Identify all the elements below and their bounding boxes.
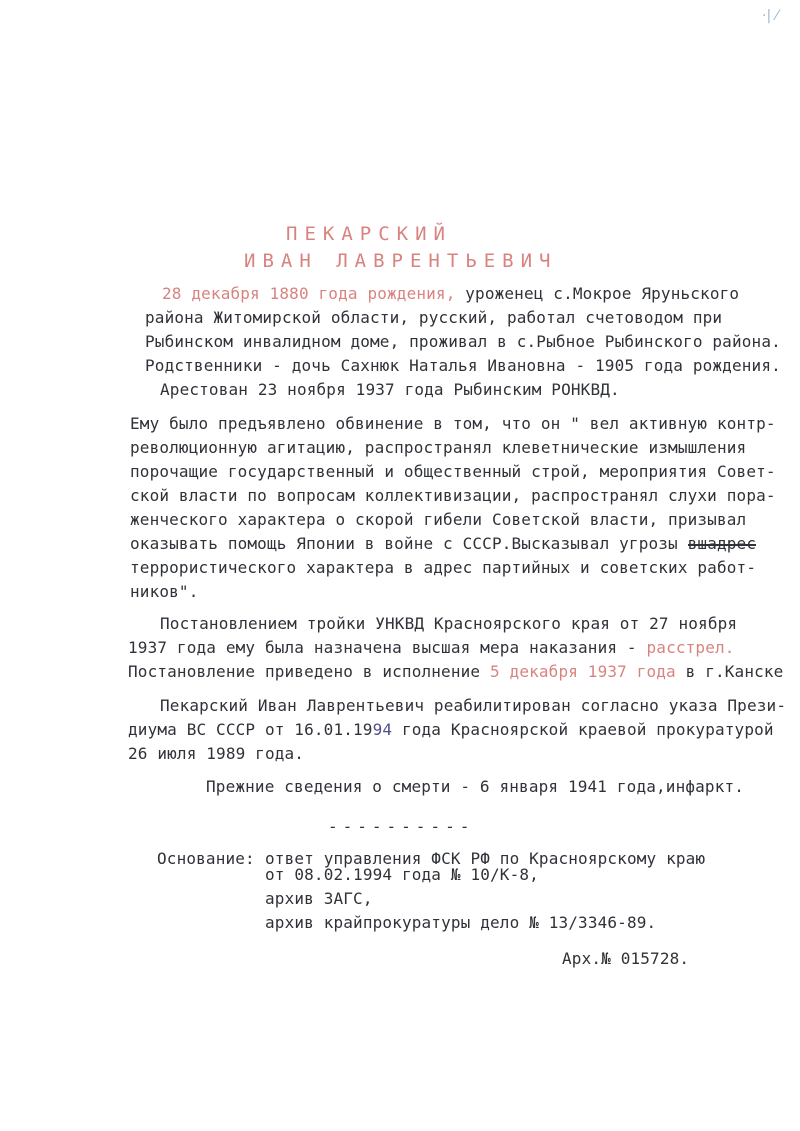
title-surname: ПЕКАРСКИЙ — [286, 223, 452, 245]
birthplace: уроженец с.Мокрое Яруньского — [455, 284, 740, 303]
overwritten-digits: 94 — [372, 720, 393, 739]
separator: ---------- — [328, 817, 475, 836]
corner-mark: ·| ⁄ — [762, 8, 778, 24]
basis-line-4: архив крайпрокуратуры дело № 13/3346-89. — [265, 913, 657, 932]
basis-line-2: от 08.02.1994 года № 10/К-8, — [265, 865, 539, 884]
charge-line-2: революционную агитацию, распространял клеветнические измышления — [130, 438, 747, 457]
charge-line-4: ской власти по вопросам коллективизации, распространял слухи пора- — [130, 486, 776, 505]
rehab-line-2 — [128, 719, 774, 741]
charge-line-6 — [130, 533, 756, 555]
charge-line-1: Ему было предъявлено обвинение в том, что он " вел активную контр- — [130, 414, 776, 433]
rehab-line-3: 26 июля 1989 года. — [128, 744, 305, 763]
bio-line-2: района Житомирской области, русский, работал счетоводом при — [145, 308, 723, 327]
struck-word: вшадрес — [687, 534, 757, 553]
charge-line-7: террористического характера в адрес партийных и советских работ- — [130, 558, 757, 577]
sentence-line-3 — [128, 661, 783, 683]
bio-line-5: Арестован 23 ноября 1937 года Рыбинским РОНКВД. — [160, 380, 620, 399]
basis-line-3: архив ЗАГС, — [265, 889, 373, 908]
bio-line-1 — [162, 283, 739, 305]
sentence-verdict: расстрел. — [646, 638, 735, 657]
title-given-names: ИВАН ЛАВРЕНТЬЕВИЧ — [244, 250, 558, 272]
bio-line-3: Рыбинском инвалидном доме, проживал в с.Рыбное Рыбинского района. — [145, 332, 781, 351]
charge-line-3: порочащие государственный и общественный строй, мероприятия Совет- — [130, 462, 776, 481]
charge-line-5: женческого характера о скорой гибели Советской власти, призывал — [130, 510, 747, 529]
bio-line-4: Родственники - дочь Сахнюк Наталья Ивановна - 1905 года рождения. — [145, 356, 781, 375]
execution-date: 5 декабря 1937 года — [489, 662, 676, 681]
charge-line-8: ников". — [130, 582, 199, 601]
basis-label: Основание: — [157, 849, 255, 868]
rehab-authority: года Красноярской краевой прокуратурой — [392, 720, 774, 739]
sentence-line-1: Постановлением тройки УНКВД Красноярского края от 27 ноября — [160, 614, 738, 633]
execution-place: в г.Канске — [675, 662, 784, 681]
execution-text: Постановление приведено в исполнение — [128, 662, 490, 681]
sentence-line-2 — [128, 637, 735, 659]
archive-number: Арх.№ 015728. — [562, 949, 690, 968]
birth-date: 28 декабря 1880 года рождения, — [162, 284, 456, 303]
sentence-text: 1937 года ему была назначена высшая мера наказания - — [128, 638, 647, 657]
basis-line-1: ответ управления ФСК РФ по Красноярскому краю — [265, 849, 706, 868]
rehab-line-1: Пекарский Иван Лаврентьевич реабилитирован согласно указа Прези- — [160, 696, 787, 715]
charge-line-6-text: оказывать помощь Японии в войне с СССР.Высказывал угрозы — [130, 534, 688, 553]
death-note: Прежние сведения о смерти - 6 января 1941 года,инфаркт. — [206, 777, 745, 796]
rehab-decree: диума ВС СССР от 16.01.19 — [128, 720, 373, 739]
